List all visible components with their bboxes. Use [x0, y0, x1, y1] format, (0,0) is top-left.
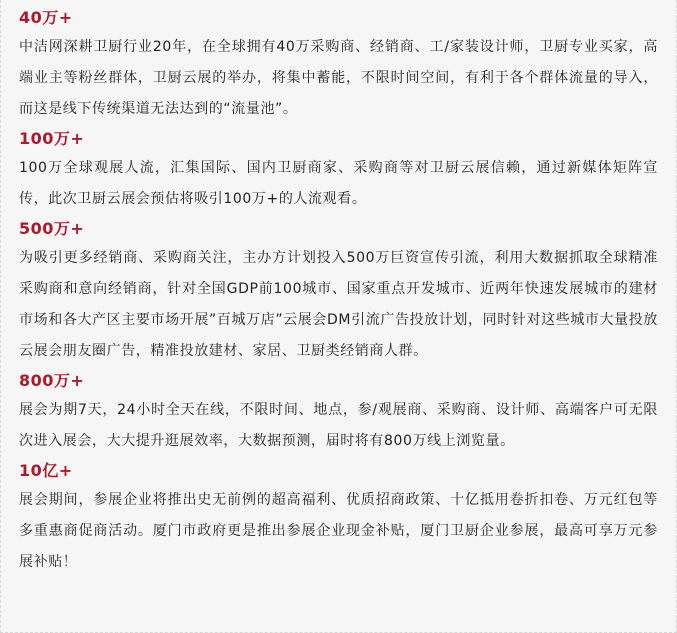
section-8m — [19, 371, 658, 457]
section-body: 为吸引更多经销商、采购商关注，主办方计划投入500万巨资宣传引流，利用大数据抓取全球精准采购商和意向经销商，针对全国GDP前100城市、国家重点开发城市、近两年快速发展城市的建材市场和各大产区主要市场开展”百城万店”云展会DM引流广告投放计划，同时针对这些城市大量投放云展会朋友圈广告，精准投放建材、家居、卫厨类经销商人群。 — [19, 250, 658, 359]
section-heading: 500万+ — [19, 219, 85, 238]
section-1b — [19, 461, 658, 578]
section-body: 展会期间，参展企业将推出史无前例的超高福利、优质招商政策、十亿抵用卷折扣卷、万元红包等多重惠商促商活动。厦门市政府更是推出参展企业现金补贴，厦门卫厨企业参展，最高可享万元参展补贴！ — [19, 492, 658, 570]
section-5m — [19, 219, 658, 367]
section-heading: 10亿+ — [19, 461, 73, 480]
section-body: 中洁网深耕卫厨行业20年，在全球拥有40万采购商、经销商、工/家装设计师，卫厨专业买家，高端业主等粉丝群体，卫厨云展的举办，将集中蓄能，不限时间空间，有利于各个群体流量的导入，而这是线下传统渠道无法达到的“流量池”。 — [19, 39, 658, 117]
section-heading: 800万+ — [19, 371, 85, 390]
section-heading: 100万+ — [19, 129, 85, 148]
section-body: 100万全球观展人流，汇集国际、国内卫厨商家、采购商等对卫厨云展信赖，通过新媒体矩阵宣传，此次卫厨云展会预估将吸引100万+的人流观看。 — [19, 160, 658, 207]
section-heading: 40万+ — [19, 8, 73, 27]
section-1m — [19, 129, 658, 215]
section-400k — [19, 8, 658, 125]
section-body: 展会为期7天，24小时全天在线，不限时间、地点，参/观展商、采购商、设计师、高端客户可无限次进入展会，大大提升逛展效率，大数据预测，届时将有800万线上浏览量。 — [19, 402, 658, 449]
